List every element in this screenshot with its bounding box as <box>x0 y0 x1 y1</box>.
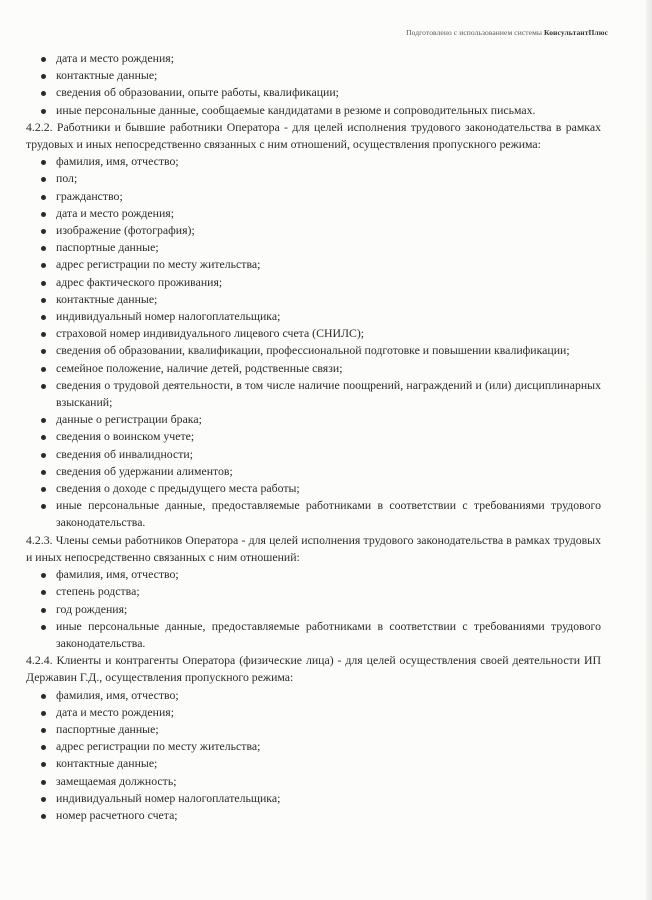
document-body <box>26 50 601 824</box>
list-item: изображение (фотография); <box>26 222 601 239</box>
bullet-icon <box>41 281 46 286</box>
bullet-icon <box>41 384 46 389</box>
list-item: сведения об образовании, опыте работы, квалификации; <box>26 84 601 101</box>
bullet-icon <box>41 453 46 458</box>
list-item: страховой номер индивидуального лицевого счета (СНИЛС); <box>26 325 601 342</box>
list-item: данные о регистрации брака; <box>26 411 601 428</box>
bullet-icon <box>41 418 46 423</box>
list-item: дата и место рождения; <box>26 205 601 222</box>
bullet-icon <box>41 315 46 320</box>
bullet-icon <box>41 608 46 613</box>
header-prefix: Подготовлено с использованием системы <box>406 28 543 37</box>
bullet-icon <box>41 745 46 750</box>
bullet-icon <box>41 711 46 716</box>
list-section-4-2-4 <box>26 687 601 825</box>
list-item: адрес регистрации по месту жительства; <box>26 256 601 273</box>
list-item: семейное положение, наличие детей, родственные связи; <box>26 360 601 377</box>
list-item: иные персональные данные, предоставляемые работниками в соответствии с требованиями трудового законодательства. <box>26 618 601 652</box>
bullet-icon <box>41 470 46 475</box>
bullet-icon <box>41 797 46 802</box>
page-edge-shadow <box>646 0 652 900</box>
list-item: индивидуальный номер налогоплательщика; <box>26 790 601 807</box>
bullet-icon <box>41 349 46 354</box>
bullet-icon <box>41 177 46 182</box>
bullet-icon <box>41 195 46 200</box>
list-section-0 <box>26 50 601 119</box>
list-item: сведения об удержании алиментов; <box>26 463 601 480</box>
list-item: контактные данные; <box>26 291 601 308</box>
list-item: дата и место рождения; <box>26 50 601 67</box>
bullet-icon <box>41 263 46 268</box>
bullet-icon <box>41 246 46 251</box>
bullet-icon <box>41 487 46 492</box>
bullet-icon <box>41 109 46 114</box>
bullet-icon <box>41 625 46 630</box>
bullet-icon <box>41 332 46 337</box>
list-item: сведения о трудовой деятельности, в том числе наличие поощрений, награждений и (или) дисциплинарных взысканий; <box>26 377 601 411</box>
header-note <box>406 28 608 37</box>
list-item: иные персональные данные, сообщаемые кандидатами в резюме и сопроводительных письмах. <box>26 102 601 119</box>
list-section-4-2-3 <box>26 566 601 652</box>
bullet-icon <box>41 229 46 234</box>
list-item: сведения о доходе с предыдущего места работы; <box>26 480 601 497</box>
list-item: контактные данные; <box>26 755 601 772</box>
list-item: иные персональные данные, предоставляемые работниками в соответствии с требованиями трудового законодательства. <box>26 497 601 531</box>
list-item: год рождения; <box>26 601 601 618</box>
list-item: номер расчетного счета; <box>26 807 601 824</box>
list-item: сведения об образовании, квалификации, профессиональной подготовке и повышении квалификации; <box>26 342 601 359</box>
bullet-icon <box>41 435 46 440</box>
bullet-icon <box>41 762 46 767</box>
list-section-4-2-2 <box>26 153 601 531</box>
bullet-icon <box>41 504 46 509</box>
list-item: сведения об инвалидности; <box>26 446 601 463</box>
bullet-icon <box>41 91 46 96</box>
bullet-icon <box>41 367 46 372</box>
list-item: адрес регистрации по месту жительства; <box>26 738 601 755</box>
list-item: дата и место рождения; <box>26 704 601 721</box>
bullet-icon <box>41 57 46 62</box>
list-item: фамилия, имя, отчество; <box>26 153 601 170</box>
list-item: фамилия, имя, отчество; <box>26 566 601 583</box>
section-4-2-4-intro: 4.2.4. Клиенты и контрагенты Оператора (физические лица) - для целей осуществления своей деятельности ИП Державин Г.Д., осуществления пропускного режима: <box>26 653 601 685</box>
bullet-icon <box>41 814 46 819</box>
list-item: паспортные данные; <box>26 239 601 256</box>
section-4-2-3-intro: 4.2.3. Члены семьи работников Оператора - для целей исполнения трудового законодательства в рамках трудовых и иных непосредственно связанных с ним отношений: <box>26 532 601 564</box>
list-item: контактные данные; <box>26 67 601 84</box>
list-item: индивидуальный номер налогоплательщика; <box>26 308 601 325</box>
list-item: пол; <box>26 170 601 187</box>
bullet-icon <box>41 780 46 785</box>
list-item: паспортные данные; <box>26 721 601 738</box>
bullet-icon <box>41 74 46 79</box>
list-item: фамилия, имя, отчество; <box>26 687 601 704</box>
bullet-icon <box>41 298 46 303</box>
section-4-2-2-intro: 4.2.2. Работники и бывшие работники Оператора - для целей исполнения трудового законодательства в рамках трудовых и иных непосредственно связанных с ним отношений, осуществления пропускного режима: <box>26 119 601 152</box>
bullet-icon <box>41 590 46 595</box>
header-brand: КонсультантПлюс <box>544 28 608 37</box>
bullet-icon <box>41 728 46 733</box>
bullet-icon <box>41 212 46 217</box>
bullet-icon <box>41 160 46 165</box>
bullet-icon <box>41 573 46 578</box>
list-item: гражданство; <box>26 188 601 205</box>
list-item: сведения о воинском учете; <box>26 428 601 445</box>
bullet-icon <box>41 694 46 699</box>
list-item: адрес фактического проживания; <box>26 274 601 291</box>
list-item: замещаемая должность; <box>26 773 601 790</box>
list-item: степень родства; <box>26 583 601 600</box>
